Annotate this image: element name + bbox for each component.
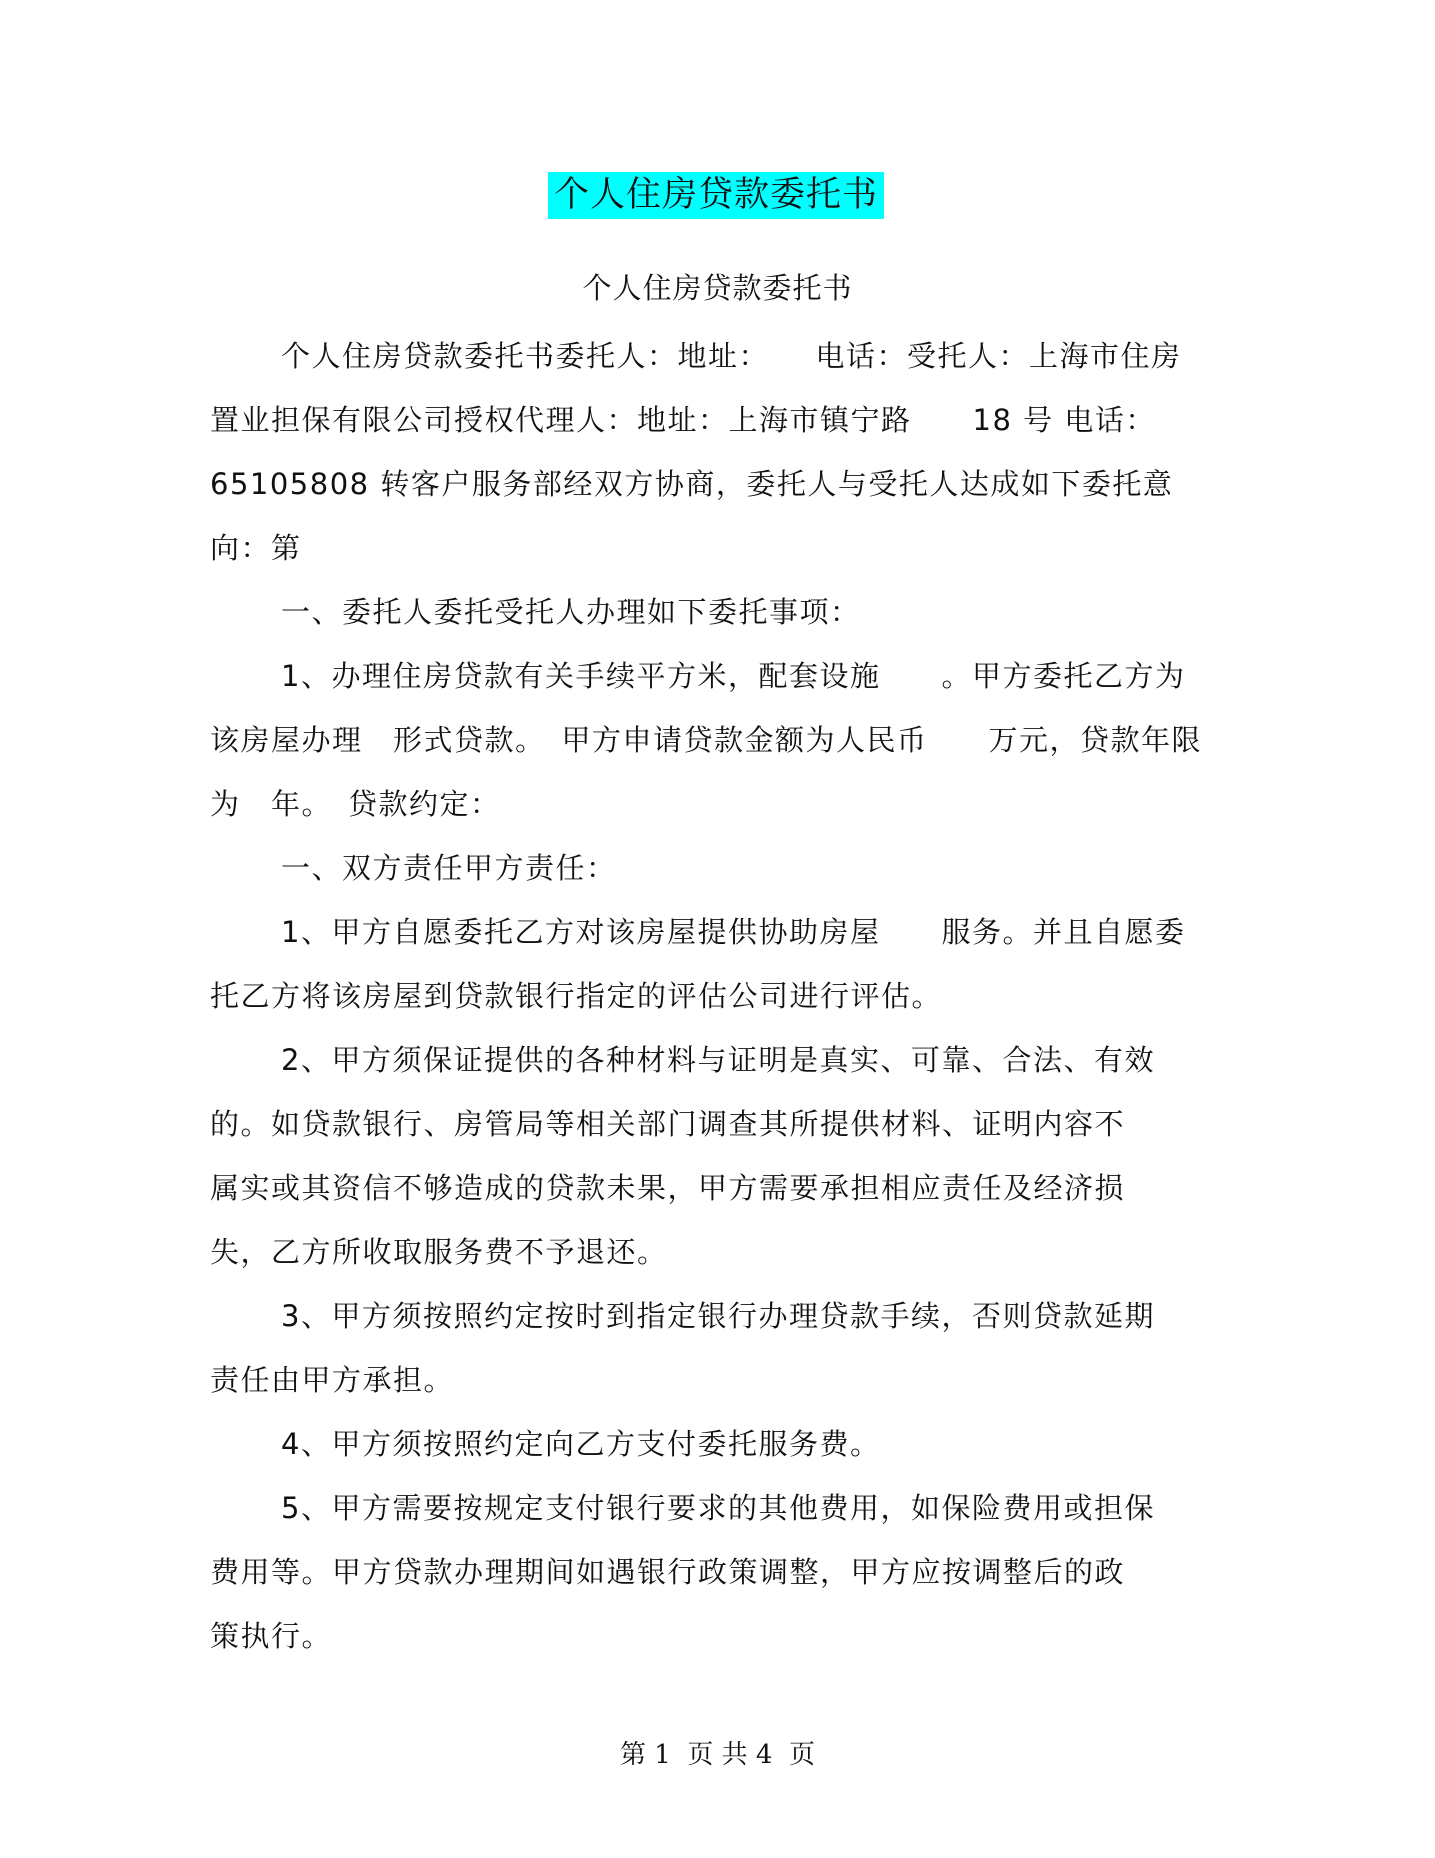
paragraph-line: 向：第 — [210, 531, 302, 565]
paragraph-line: 该房屋办理 形式贷款。 甲方申请贷款金额为人民币 万元，贷款年限 — [210, 723, 1203, 757]
page-number: 第 1 页 共 4 页 — [620, 1740, 815, 1770]
document-title-banner: 个人住房贷款委托书 — [548, 172, 884, 219]
paragraph-line: 一、委托人委托受托人办理如下委托事项： — [281, 595, 861, 629]
paragraph-line: 置业担保有限公司授权代理人：地址：上海市镇宁路 18 号 电话： — [210, 403, 1156, 437]
document-subtitle: 个人住房贷款委托书 — [582, 271, 853, 305]
paragraph-line: 1、办理住房贷款有关手续平方米，配套设施 。甲方委托乙方为 — [281, 659, 1186, 693]
paragraph-line: 属实或其资信不够造成的贷款未果，甲方需要承担相应责任及经济损 — [210, 1171, 1126, 1205]
paragraph-line: 5、甲方需要按规定支付银行要求的其他费用，如保险费用或担保 — [281, 1491, 1155, 1525]
paragraph-line: 一、双方责任甲方责任： — [281, 851, 617, 885]
paragraph-line: 托乙方将该房屋到贷款银行指定的评估公司进行评估。 — [210, 979, 943, 1013]
paragraph-line: 策执行。 — [210, 1619, 333, 1653]
paragraph-line: 失，乙方所收取服务费不予退还。 — [210, 1235, 668, 1269]
paragraph-line: 费用等。甲方贷款办理期间如遇银行政策调整，甲方应按调整后的政 — [210, 1555, 1126, 1589]
paragraph-line: 为 年。 贷款约定： — [210, 787, 501, 821]
paragraph-line: 65105808 转客户服务部经双方协商，委托人与受托人达成如下委托意 — [210, 467, 1174, 501]
paragraph-line: 责任由甲方承担。 — [210, 1363, 455, 1397]
paragraph-line: 2、甲方须保证提供的各种材料与证明是真实、可靠、合法、有效 — [281, 1043, 1155, 1077]
paragraph-line: 4、甲方须按照约定向乙方支付委托服务费。 — [281, 1427, 881, 1461]
paragraph-line: 3、甲方须按照约定按时到指定银行办理贷款手续，否则贷款延期 — [281, 1299, 1155, 1333]
paragraph-line: 个人住房贷款委托书委托人：地址： 电话：受托人：上海市住房 — [281, 339, 1182, 373]
paragraph-line: 1、甲方自愿委托乙方对该房屋提供协助房屋 服务。并且自愿委 — [281, 915, 1186, 949]
paragraph-line: 的。如贷款银行、房管局等相关部门调查其所提供材料、证明内容不 — [210, 1107, 1126, 1141]
